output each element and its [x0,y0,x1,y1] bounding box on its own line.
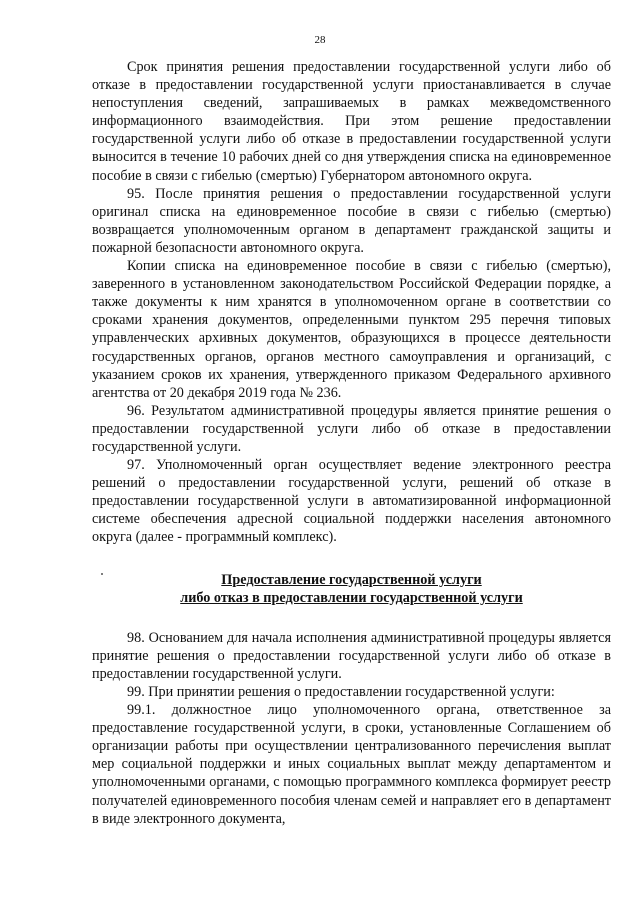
paragraph-96: 96. Результатом административной процедуры является принятие решения о предоставлении государственной услуги либо об отказе в предоставлении государственной услуги. [92,402,611,455]
paragraph-95: 95. После принятия решения о предоставлении государственной услуги оригинал списка на единовременное пособие в связи с гибелью (смертью) возвращается уполномоченным органом в департамент гражданской защиты и пожарной безопасности автономного округа. [92,185,611,256]
paragraph-decision-term: Срок принятия решения предоставлении государственной услуги либо об отказе в предоставлении государственной услуги приостанавливается в случае непоступления сведений, запрашиваемых в рамках межведомственного информационного взаимодействия. При этом решение предоставлении государственной услуги либо об отказе в предоставлении государственной услуги выносится в течение 10 рабочих дней со дня утверждения списка на единовременное пособие в связи с гибелью (смертью) Губернатором автономного округа. [92,59,611,184]
page-number: 28 [314,34,326,46]
paragraph-98: 98. Основанием для начала исполнения административной процедуры является принятие решения о предоставлении государственной услуги либо об отказе в предоставлении государственной услуги. [92,629,611,682]
section-heading [92,571,611,607]
scan-dot [101,573,103,575]
paragraph-99-1: 99.1. должностное лицо уполномоченного органа, ответственное за предоставление государственной услуги, в сроки, установленные Соглашением об организации работы при осуществлении централизованного перечисления выплат мер социальной поддержки и иных социальных выплат между департаментом и уполномоченными органами, с помощью программного комплекса формирует реестр получателей единовременного пособия членам семей и направляет его в департамент в виде электронного документа, [92,702,611,827]
document-body [92,58,611,828]
paragraph-99: 99. При принятии решения о предоставлении государственной услуги: [127,684,555,700]
paragraph-copies-storage: Копии списка на единовременное пособие в связи с гибелью (смертью), заверенного в установленном законодательством Российской Федерации порядке, а также документы к ним хранятся в уполномоченном органе в соответствии со сроками хранения документов, определенными пунктом 295 перечня типовых управленческих архивных документов, образующихся в процессе деятельности государственных органов, органов местного самоуправления и организаций, с указанием сроков их хранения, утвержденного приказом Федерального архивного агентства от 20 декабря 2019 года № 236. [92,258,611,401]
section-heading-line-1: Предоставление государственной услуги [221,571,482,588]
paragraph-97: 97. Уполномоченный орган осуществляет ведение электронного реестра решений о предоставлении государственной услуги, решений об отказе в предоставлении государственной услуги в автоматизированной информационной системе обеспечения адресной социальной поддержки населения автономного округа (далее - программный комплекс). [92,457,611,546]
section-heading-line-2: либо отказ в предоставлении государственной услуги [180,589,523,606]
